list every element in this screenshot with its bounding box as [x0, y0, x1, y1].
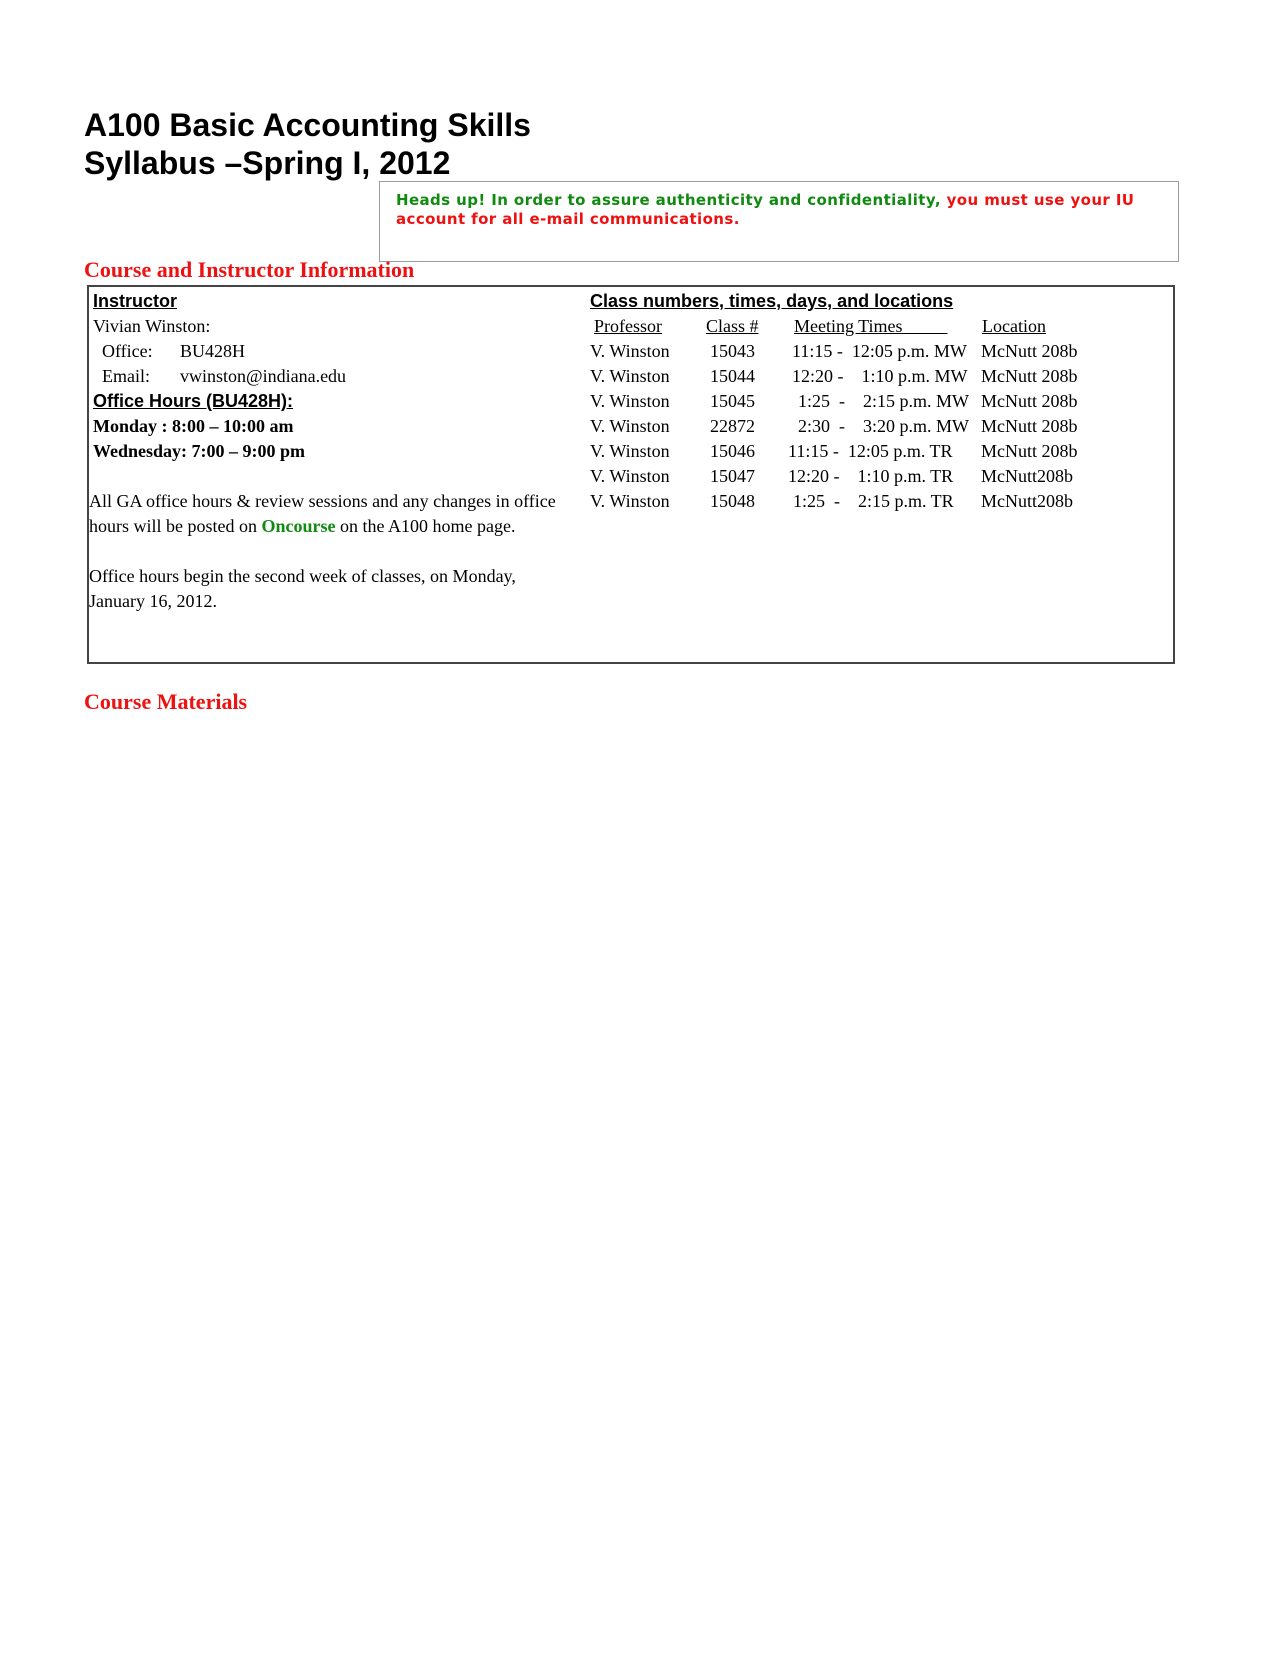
row-time: 12:20 - 1:10 p.m. MW: [792, 366, 968, 386]
row-location: McNutt 208b: [981, 341, 1078, 361]
document-title: [84, 106, 531, 182]
section-heading-course-info: Course and Instructor Information: [84, 257, 415, 282]
row-class-num: 22872: [710, 416, 755, 436]
row-location: McNutt208b: [981, 491, 1073, 511]
email-label: Email:: [102, 366, 150, 386]
office-hours-start-paragraph: Office hours begin the second week of classes, on Monday, January 16, 2012.: [89, 566, 516, 611]
col-header-class-num: Class #: [706, 316, 759, 336]
ga-hours-paragraph: [89, 489, 559, 539]
row-professor: V. Winston: [590, 491, 670, 511]
row-time: 11:15 - 12:05 p.m. MW: [792, 341, 967, 361]
row-professor: V. Winston: [590, 391, 670, 411]
notice-green-text: Heads up! In order to assure authenticity and confidentiality,: [396, 191, 941, 209]
row-professor: V. Winston: [590, 466, 670, 486]
title-line-1: A100 Basic Accounting Skills: [84, 107, 531, 143]
col-header-meeting-times: Meeting Times: [794, 316, 948, 336]
row-professor: V. Winston: [590, 366, 670, 386]
office-hours-monday: Monday : 8:00 – 10:00 am: [93, 416, 294, 436]
schedule-rows: [590, 339, 1170, 514]
email-row: [93, 364, 563, 389]
email-notice-box: [379, 181, 1179, 262]
row-professor: V. Winston: [590, 341, 670, 361]
col-header-professor: Professor: [594, 316, 662, 336]
row-time: 11:15 - 12:05 p.m. TR: [788, 441, 953, 461]
ga-hours-text-end: on the A100 home page.: [340, 516, 516, 536]
schedule-heading: Class numbers, times, days, and locations: [590, 291, 954, 311]
row-time: 12:20 - 1:10 p.m. TR: [788, 466, 954, 486]
row-time: 1:25 - 2:15 p.m. TR: [793, 491, 954, 511]
email-value[interactable]: vwinston@indiana.edu: [180, 366, 347, 386]
office-label: Office:: [102, 341, 153, 361]
row-class-num: 15047: [710, 466, 755, 486]
office-value: BU428H: [180, 341, 246, 361]
schedule-row: [590, 364, 1170, 389]
schedule-header-row: [590, 314, 1170, 339]
schedule-row: [590, 339, 1170, 364]
row-class-num: 15046: [710, 441, 755, 461]
row-class-num: 15044: [710, 366, 755, 386]
office-hours-heading: Office Hours (BU428H):: [93, 391, 294, 411]
row-time: 1:25 - 2:15 p.m. MW: [798, 391, 969, 411]
section-heading-course-materials: Course Materials: [84, 689, 248, 714]
row-class-num: 15043: [710, 341, 755, 361]
col-header-location: Location: [982, 316, 1046, 336]
schedule-row: [590, 464, 1170, 489]
title-line-2: Syllabus –Spring I, 2012: [84, 145, 451, 181]
instructor-name: Vivian Winston:: [93, 316, 211, 336]
schedule-row: [590, 489, 1170, 514]
office-row: [93, 339, 563, 364]
row-location: McNutt208b: [981, 466, 1073, 486]
row-professor: V. Winston: [590, 416, 670, 436]
row-location: McNutt 208b: [981, 391, 1078, 411]
row-class-num: 15048: [710, 491, 755, 511]
row-class-num: 15045: [710, 391, 755, 411]
ga-hours-text-start: All GA office hours & review sessions and any changes in office hours will be posted on: [89, 491, 556, 536]
row-time: 2:30 - 3:20 p.m. MW: [798, 416, 969, 436]
schedule-row: [590, 414, 1170, 439]
office-hours-wednesday: Wednesday: 7:00 – 9:00 pm: [93, 441, 306, 461]
row-location: McNutt 208b: [981, 441, 1078, 461]
course-info-box: [87, 285, 1175, 664]
instructor-heading: Instructor: [93, 291, 178, 311]
schedule-column: [590, 289, 1170, 514]
row-location: McNutt 208b: [981, 366, 1078, 386]
schedule-row: [590, 439, 1170, 464]
row-location: McNutt 208b: [981, 416, 1078, 436]
instructor-column: [89, 289, 563, 614]
row-professor: V. Winston: [590, 441, 670, 461]
oncourse-link[interactable]: Oncourse: [261, 516, 336, 536]
schedule-row: [590, 389, 1170, 414]
notice-red-text: you must use your IU account for all e-mail communications.: [396, 191, 1135, 228]
